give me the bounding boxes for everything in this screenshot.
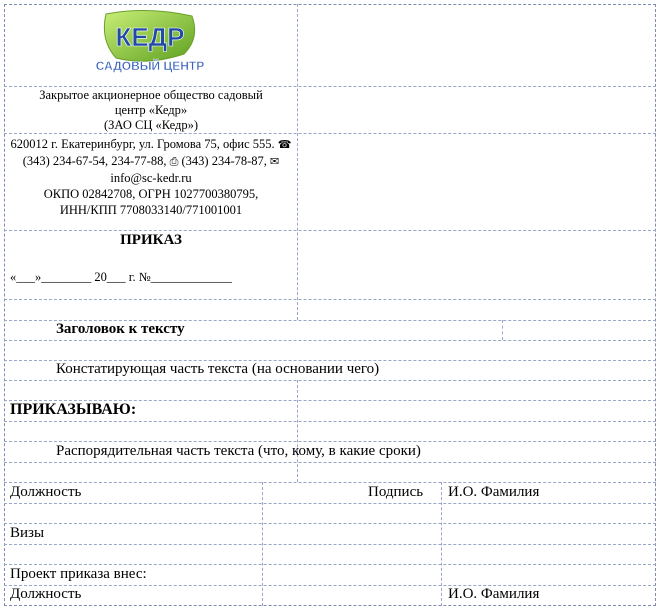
org-line-1: Закрытое акционерное общество садовый (39, 88, 263, 102)
grid-line (4, 462, 656, 463)
order-word: ПРИКАЗЫВАЮ: (10, 401, 137, 418)
disposition-part: Распорядительная часть текста (что, кому, в какие сроки) (56, 443, 421, 459)
drafted-by-position: Должность (10, 586, 82, 602)
email: info@sc-kedr.ru (110, 171, 192, 185)
grid-line (502, 320, 503, 340)
grid-line (297, 380, 298, 482)
grid-line (4, 544, 656, 545)
grid-line (4, 421, 656, 422)
drafted-by-label: Проект приказа внес: (10, 566, 147, 582)
grid-line (4, 564, 656, 565)
inn: ИНН/КПП 7708033140/771001001 (59, 203, 243, 217)
order-date-line: «___»________ 20___ г. №_____________ (10, 270, 232, 284)
grid-line (4, 299, 656, 300)
signature-name: И.О. Фамилия (448, 484, 540, 500)
grid-line (4, 482, 656, 483)
grid-line (4, 503, 656, 504)
order-title: ПРИКАЗ (120, 232, 182, 248)
kedr-logo (88, 8, 212, 78)
organization-name (8, 88, 294, 133)
fax: (343) 234-78-87, (181, 154, 267, 168)
grid-line (4, 340, 656, 341)
codes: ОКПО 02842708, ОГРН 1027700380795, (43, 187, 259, 201)
phone-icon: ☎ (277, 138, 292, 151)
grid-line (4, 230, 656, 231)
grid-line (4, 86, 656, 87)
statement-part: Констатирующая часть текста (на основании чего) (56, 361, 380, 377)
address: 620012 г. Екатеринбург, ул. Громова 75, офис 555. (10, 137, 275, 151)
grid-line (4, 133, 656, 134)
grid-line (4, 523, 656, 524)
grid-line (4, 441, 656, 442)
grid-line (297, 4, 298, 320)
phone: (343) 234-67-54, 234-77-88, (22, 154, 167, 168)
org-line-3: (ЗАО СЦ «Кедр») (104, 118, 198, 132)
fax-icon: ⎙ (169, 155, 179, 168)
contacts-block (8, 136, 294, 218)
org-line-2: центр «Кедр» (114, 103, 188, 117)
logo-sub-text: САДОВЫЙ ЦЕНТР (95, 59, 205, 73)
grid-line (4, 380, 656, 381)
grid-line (4, 585, 656, 586)
text-heading: Заголовок к тексту (56, 321, 185, 337)
drafted-by-name: И.О. Фамилия (448, 586, 540, 602)
envelope-icon: ✉ (270, 155, 280, 168)
visas-label: Визы (10, 525, 45, 541)
signature-sign: Подпись (368, 484, 424, 500)
logo-brand-text: КЕДР (115, 22, 185, 52)
signature-position: Должность (10, 484, 82, 500)
